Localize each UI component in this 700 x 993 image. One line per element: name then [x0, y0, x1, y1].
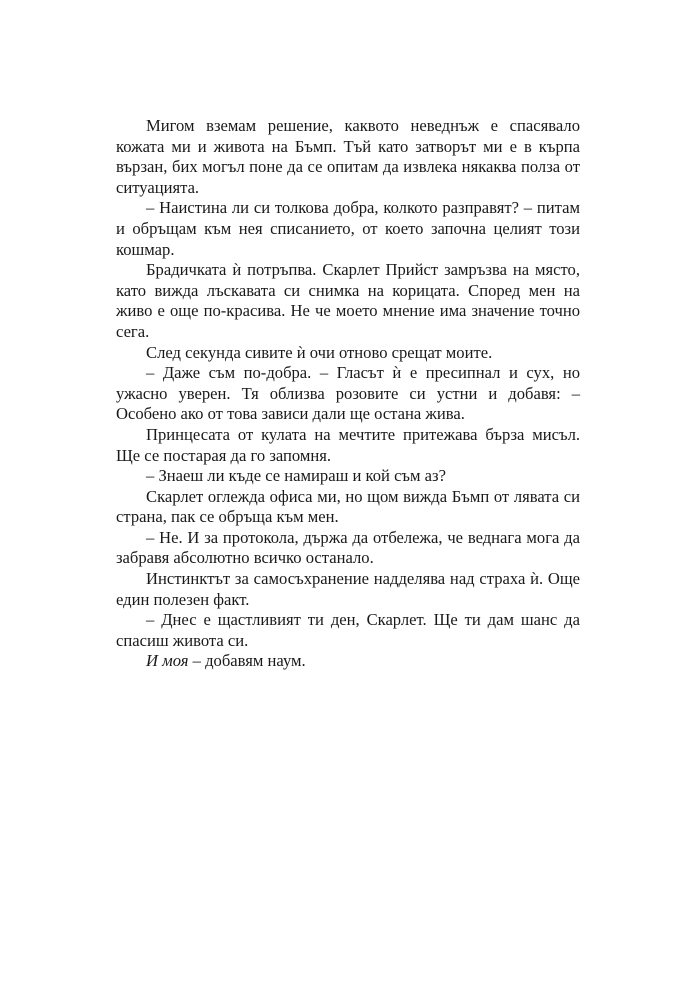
paragraph-10: Инстинктът за самосъхранение надделява над страха ѝ. Още един полезен факт.: [116, 569, 580, 609]
paragraph-5: – Даже съм по-добра. – Гласът ѝ е пресипнал и сух, но ужасно уверен. Тя облизва розовите си устни и добавя: – Особено ако от това зависи дали ще остана жива.: [116, 363, 580, 424]
italic-phrase: И моя: [146, 651, 189, 671]
paragraph-9: – Не. И за протокола, държа да отбележа, че веднага мога да забравя абсолютно всичко останало.: [116, 527, 580, 568]
paragraph-2: – Наистина ли си толкова добра, колкото разправят? – питам и обръщам към нея списанието, от което започна целият този кошмар.: [116, 198, 580, 259]
paragraph-1: Мигом вземам решение, каквото неведнъж е спасявало кожата ми и живота на Бъмп. Тъй като затворът ми е в кърпа вързан, бих могъл поне да се опитам да извлека някаква полза от ситуацията.: [116, 116, 580, 197]
paragraph-7: – Знаеш ли къде се намираш и кой съм аз?: [146, 466, 446, 486]
paragraph-3: Брадичката ѝ потръпва. Скарлет Прийст замръзва на място, като вижда лъскавата си снимка на корицата. Според мен на живо е още по-красива. Не че моето мнение има значение точно сега.: [116, 260, 580, 341]
paragraph-11: – Днес е щастливият ти ден, Скарлет. Ще ти дам шанс да спасиш живота си.: [116, 610, 580, 650]
paragraph-8: Скарлет оглежда офиса ми, но щом вижда Бъмп от лявата си страна, пак се обръща към мен.: [116, 486, 580, 527]
paragraph-12-rest: – добавям наум.: [188, 651, 306, 671]
paragraph-12: [116, 651, 580, 672]
paragraph-4: След секунда сивите ѝ очи отново срещат моите.: [146, 342, 493, 362]
body-text: [116, 116, 580, 672]
paragraph-6: Принцесата от кулата на мечтите притежава бърза мисъл. Ще се постарая да го запомня.: [116, 424, 580, 465]
